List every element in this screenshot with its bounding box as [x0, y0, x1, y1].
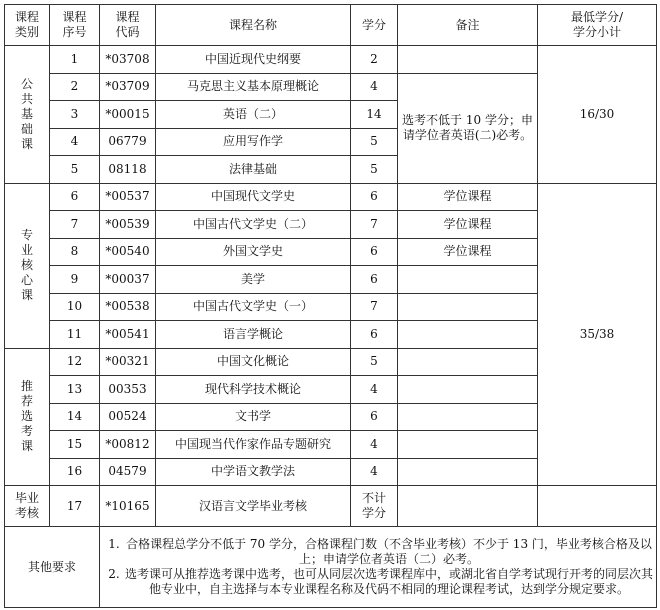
header-name: 课程名称 — [156, 5, 351, 46]
course-code: 00524 — [100, 403, 156, 431]
course-seq: 4 — [50, 128, 100, 156]
course-code: *00540 — [100, 238, 156, 266]
course-name: 现代科学技术概论 — [156, 376, 351, 404]
course-credit: 4 — [351, 73, 398, 101]
course-seq: 9 — [50, 266, 100, 294]
course-credit: 6 — [351, 266, 398, 294]
header-category: 课程 类别 — [5, 5, 50, 46]
course-note: 学位课程 — [398, 211, 538, 239]
requirement-item — [103, 537, 653, 567]
course-note — [398, 376, 538, 404]
course-name: 中国古代文学史（二） — [156, 211, 351, 239]
course-seq: 13 — [50, 376, 100, 404]
course-credit: 2 — [351, 46, 398, 74]
course-name: 中学语文教学法 — [156, 458, 351, 486]
course-seq: 16 — [50, 458, 100, 486]
course-name: 文书学 — [156, 403, 351, 431]
other-requirements-row — [5, 527, 657, 608]
course-credit: 6 — [351, 183, 398, 211]
course-credit: 7 — [351, 211, 398, 239]
course-credit: 5 — [351, 156, 398, 184]
course-seq: 5 — [50, 156, 100, 184]
course-note — [398, 46, 538, 74]
course-name: 英语（二） — [156, 101, 351, 129]
course-credit: 不计 学分 — [351, 486, 398, 527]
course-credit: 7 — [351, 293, 398, 321]
table-row — [5, 183, 657, 211]
course-name: 汉语言文学毕业考核 — [156, 486, 351, 527]
other-requirements-label: 其他要求 — [5, 527, 100, 608]
course-credit: 5 — [351, 128, 398, 156]
course-code: *10165 — [100, 486, 156, 527]
course-note: 学位课程 — [398, 238, 538, 266]
elective-note: 选考不低于 10 学分；申请学位者英语(二)必考。 — [398, 73, 538, 183]
course-code: *03708 — [100, 46, 156, 74]
subtotal-public-basic: 16/30 — [538, 46, 657, 184]
course-code: *03709 — [100, 73, 156, 101]
course-seq: 7 — [50, 211, 100, 239]
header-code: 课程 代码 — [100, 5, 156, 46]
category-graduation: 毕业 考核 — [5, 486, 50, 527]
other-requirements-text — [100, 527, 657, 608]
course-credit: 6 — [351, 238, 398, 266]
course-name: 语言学概论 — [156, 321, 351, 349]
course-seq: 15 — [50, 431, 100, 459]
header-credit: 学分 — [351, 5, 398, 46]
course-note — [398, 293, 538, 321]
course-name: 中国文化概论 — [156, 348, 351, 376]
course-name: 法律基础 — [156, 156, 351, 184]
course-note — [398, 403, 538, 431]
course-seq: 10 — [50, 293, 100, 321]
category-major-core: 专 业 核 心 课 — [5, 183, 50, 348]
course-code: *00538 — [100, 293, 156, 321]
category-recommended-elective: 推 荐 选 考 课 — [5, 348, 50, 486]
course-seq: 17 — [50, 486, 100, 527]
requirement-number: 1. — [108, 537, 120, 551]
course-name: 美学 — [156, 266, 351, 294]
course-code: *00812 — [100, 431, 156, 459]
course-note — [398, 431, 538, 459]
course-credit: 5 — [351, 348, 398, 376]
course-note — [398, 321, 538, 349]
course-seq: 12 — [50, 348, 100, 376]
course-seq: 3 — [50, 101, 100, 129]
course-code: *00537 — [100, 183, 156, 211]
course-seq: 11 — [50, 321, 100, 349]
course-seq: 1 — [50, 46, 100, 74]
requirement-item — [103, 567, 653, 597]
course-credit: 4 — [351, 431, 398, 459]
course-note: 学位课程 — [398, 183, 538, 211]
course-credit: 14 — [351, 101, 398, 129]
course-code: 06779 — [100, 128, 156, 156]
header-min-credit: 最低学分/ 学分小计 — [538, 5, 657, 46]
course-code: *00541 — [100, 321, 156, 349]
course-note — [398, 348, 538, 376]
requirement-text: 选考课可从推荐选考课中选考，也可从同层次选考课程库中，或湖北省自学考试现行开考的同层次其他专业中，自主选择与本专业课程名称及代码不相同的理论课程考试，达到学分规定要求。 — [125, 567, 654, 596]
subtotal-major: 35/38 — [538, 183, 657, 486]
course-name: 外国文学史 — [156, 238, 351, 266]
course-note — [398, 458, 538, 486]
requirement-text: 合格课程总学分不低于 70 学分，合格课程门数（不含毕业考核）不少于 13 门，毕业考核合格及以上；申请学位者英语（二）必考。 — [126, 537, 652, 566]
course-seq: 6 — [50, 183, 100, 211]
course-credit: 4 — [351, 376, 398, 404]
course-credit: 6 — [351, 403, 398, 431]
curriculum-table — [4, 4, 657, 608]
course-code: 08118 — [100, 156, 156, 184]
course-note — [398, 486, 538, 527]
course-note — [398, 266, 538, 294]
course-name: 中国古代文学史（一） — [156, 293, 351, 321]
course-code: *00015 — [100, 101, 156, 129]
table-row — [5, 486, 657, 527]
course-name: 中国现代文学史 — [156, 183, 351, 211]
course-name: 应用写作学 — [156, 128, 351, 156]
course-code: *00321 — [100, 348, 156, 376]
subtotal-graduation — [538, 486, 657, 527]
course-seq: 8 — [50, 238, 100, 266]
header-seq: 课程 序号 — [50, 5, 100, 46]
course-code: 04579 — [100, 458, 156, 486]
header-row — [5, 5, 657, 46]
course-credit: 6 — [351, 321, 398, 349]
requirement-number: 2. — [108, 567, 120, 581]
course-code: *00037 — [100, 266, 156, 294]
header-note: 备注 — [398, 5, 538, 46]
category-public-basic: 公 共 基 础 课 — [5, 46, 50, 184]
course-name: 中国近现代史纲要 — [156, 46, 351, 74]
course-seq: 14 — [50, 403, 100, 431]
course-code: 00353 — [100, 376, 156, 404]
table-row — [5, 46, 657, 74]
course-name: 马克思主义基本原理概论 — [156, 73, 351, 101]
course-code: *00539 — [100, 211, 156, 239]
course-name: 中国现当代作家作品专题研究 — [156, 431, 351, 459]
course-credit: 4 — [351, 458, 398, 486]
course-seq: 2 — [50, 73, 100, 101]
